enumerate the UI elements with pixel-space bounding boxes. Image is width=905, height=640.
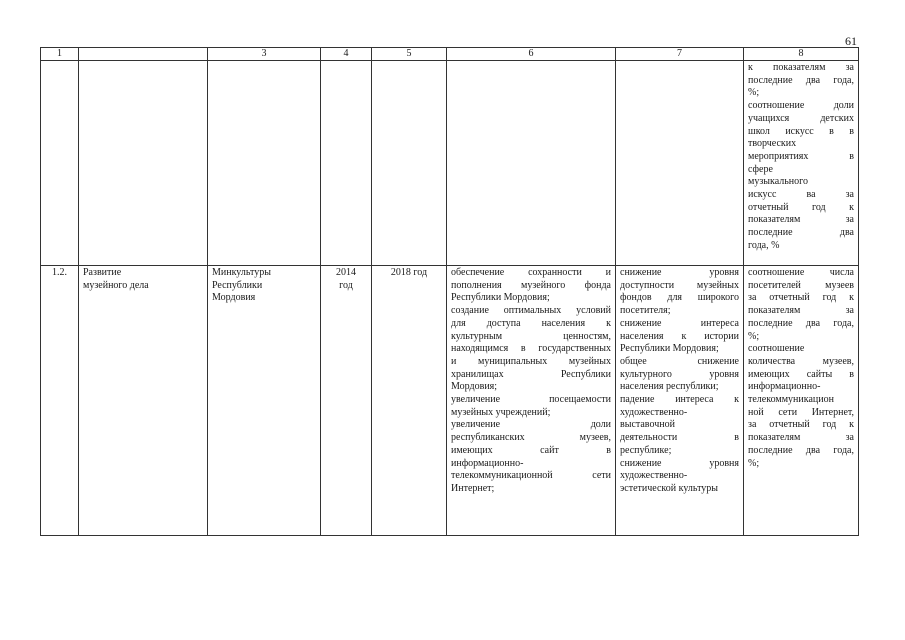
text-line: сфере xyxy=(748,163,773,175)
text-line: информационно- xyxy=(748,381,821,393)
text-line: создание оптимальных условий xyxy=(451,305,611,317)
text-line: эстетической культуры xyxy=(620,482,719,494)
text-line: показателям за xyxy=(748,305,854,317)
text-line: %; xyxy=(748,330,760,342)
activity-name xyxy=(79,266,208,536)
consequences xyxy=(616,266,744,536)
header-cell: 8 xyxy=(744,48,859,61)
text-line: находящимся в государственных xyxy=(451,343,611,355)
text-line: пополнения музейного фонда xyxy=(451,279,611,291)
text-line: культурным ценностям, xyxy=(451,330,611,342)
text-line: %; xyxy=(748,87,760,99)
text-line: художественно- xyxy=(620,406,688,418)
program-table xyxy=(40,47,859,536)
text-line: общее снижение xyxy=(620,355,739,367)
text-line: художественно- xyxy=(620,470,688,482)
empty-cell xyxy=(372,61,447,266)
text-line: телекоммуникацион xyxy=(748,394,834,406)
text-line: посетителей музеев xyxy=(748,279,854,291)
text-line: года, % xyxy=(748,239,780,251)
empty-cell xyxy=(321,61,372,266)
text-line: снижение интереса xyxy=(620,317,739,329)
text-line: ной сети Интернет, xyxy=(748,406,854,418)
end-year: 2018 год xyxy=(372,266,447,536)
text-line: %; xyxy=(748,457,760,469)
text-line: республиканских музеев, xyxy=(451,432,611,444)
text-line: музейного дела xyxy=(83,279,149,291)
text-line: к показателям за xyxy=(748,62,854,73)
text-line: увеличение доли xyxy=(451,419,611,431)
expected-result xyxy=(447,266,616,536)
text-line: музыкального xyxy=(748,176,808,188)
indicator-continuation xyxy=(744,61,859,266)
text-line: соотношение xyxy=(748,343,805,355)
row-number: 1.2. xyxy=(41,266,79,536)
text-line: год xyxy=(339,279,353,291)
text-line: культурного уровня xyxy=(620,368,739,380)
text-line: музейных учреждений; xyxy=(451,406,551,418)
continuation-row xyxy=(41,61,859,266)
text-line: населения республики; xyxy=(620,381,719,393)
header-row xyxy=(41,48,859,61)
empty-cell xyxy=(447,61,616,266)
start-year xyxy=(321,266,372,536)
empty-cell xyxy=(79,61,208,266)
text-line: фондов для широкого xyxy=(620,292,739,304)
text-line: Мордовия; xyxy=(451,381,498,393)
text-line: снижение уровня xyxy=(620,267,739,278)
text-line: последние два года, xyxy=(748,74,854,86)
text-line: за отчетный год к xyxy=(748,419,854,431)
text-line: деятельности в xyxy=(620,432,739,444)
target-indicators xyxy=(744,266,859,536)
text-line: Мордовия xyxy=(212,292,256,304)
text-line: учащихся детских xyxy=(748,112,854,124)
text-line: Республики xyxy=(212,279,263,291)
header-cell: 4 xyxy=(321,48,372,61)
text-line: творческих xyxy=(748,138,797,150)
text-line: последние два xyxy=(748,227,854,239)
header-cell: 6 xyxy=(447,48,616,61)
header-cell: 1 xyxy=(41,48,79,61)
program-row xyxy=(41,266,859,536)
text-line: последние два года, xyxy=(748,317,854,329)
executor xyxy=(208,266,321,536)
empty-cell xyxy=(41,61,79,266)
text-line: выставочной xyxy=(620,419,675,431)
text-line: телекоммуникационной сети xyxy=(451,470,611,482)
text-line: увеличение посещаемости xyxy=(451,394,611,406)
header-cell: 7 xyxy=(616,48,744,61)
text-line: имеющих сайты в xyxy=(748,368,854,380)
text-line: последние два года, xyxy=(748,444,854,456)
page-number: 61 xyxy=(845,34,857,48)
header-cell: 3 xyxy=(208,48,321,61)
header-cell xyxy=(79,48,208,61)
text-line: Развитие xyxy=(83,267,122,278)
text-line: школ искусс в в xyxy=(748,125,854,137)
empty-cell xyxy=(616,61,744,266)
text-line: и муниципальных музейных xyxy=(451,355,611,367)
text-line: Минкультуры xyxy=(212,267,271,278)
text-line: отчетный год к xyxy=(748,201,854,213)
header-cell: 5 xyxy=(372,48,447,61)
text-line: посетителя; xyxy=(620,305,671,317)
text-line: республике; xyxy=(620,444,672,456)
text-line: Республики Мордовия; xyxy=(620,343,719,355)
text-line: показателям за xyxy=(748,214,854,226)
text-line: соотношение доли xyxy=(748,100,854,112)
text-line: снижение уровня xyxy=(620,457,739,469)
text-line: искусс ва за xyxy=(748,189,854,201)
text-line: для доступа населения к xyxy=(451,317,611,329)
text-line: показателям за xyxy=(748,432,854,444)
text-line: обеспечение сохранности и xyxy=(451,267,611,278)
text-line: падение интереса к xyxy=(620,394,739,406)
text-line: имеющих сайт в xyxy=(451,444,611,456)
text-line: доступности музейных xyxy=(620,279,739,291)
text-line: соотношение числа xyxy=(748,267,854,278)
text-line: хранилищах Республики xyxy=(451,368,611,380)
text-line: мероприятиях в xyxy=(748,150,854,162)
empty-cell xyxy=(208,61,321,266)
text-line: 2014 xyxy=(336,267,356,278)
text-line: Республики Мордовия; xyxy=(451,292,550,304)
text-line: за отчетный год к xyxy=(748,292,854,304)
text-line: Интернет; xyxy=(451,482,495,494)
text-line: количества музеев, xyxy=(748,355,854,367)
text-line: населения к истории xyxy=(620,330,739,342)
text-line: информационно- xyxy=(451,457,524,469)
